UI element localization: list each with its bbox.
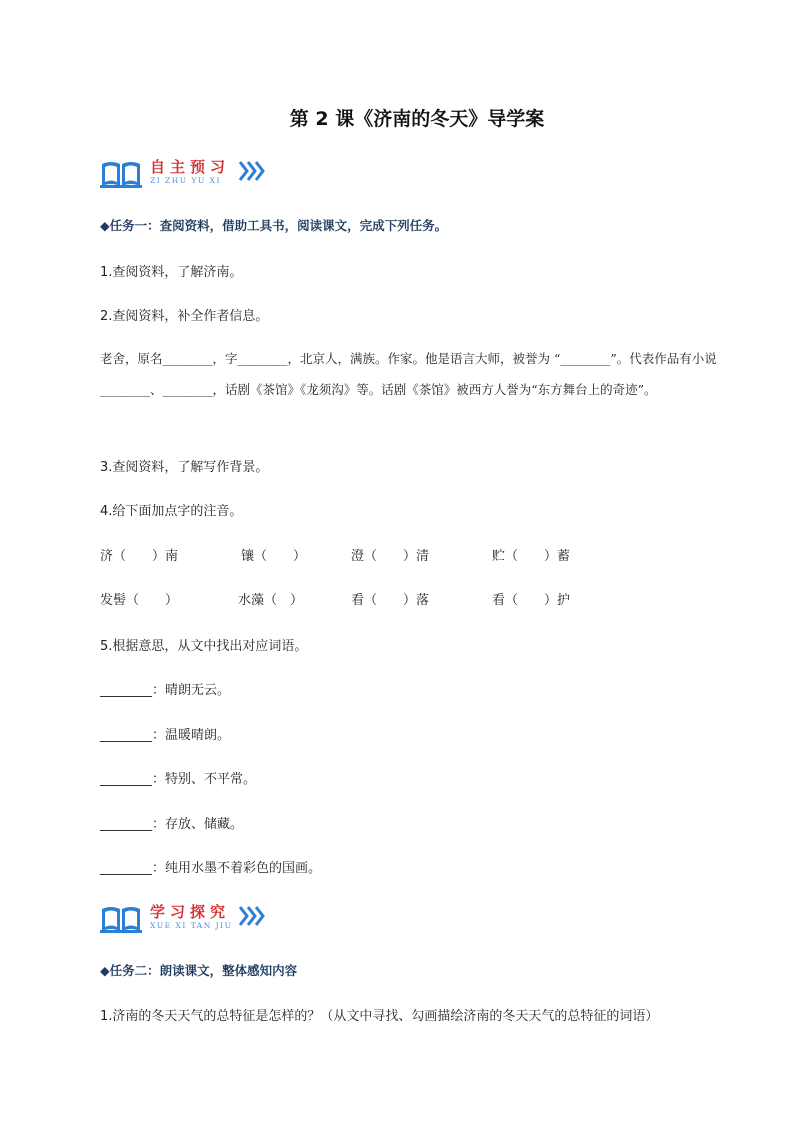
- pinyin-item: 镶（ ）: [241, 549, 307, 564]
- pinyin-item: 水藻（ ）: [238, 593, 304, 608]
- pinyin-item: 看（ ）护: [492, 593, 571, 608]
- question-5: 5.根据意思，从文中找出对应词语。: [100, 639, 308, 654]
- open-book-icon: [100, 156, 142, 188]
- task-two-question-1: 1.济南的冬天天气的总特征是怎样的？（从文中寻找、勾画描绘济南的冬天天气的总特征的词语）: [100, 1009, 659, 1024]
- task-two-heading: ◆任务二：朗读课文，整体感知内容: [100, 963, 298, 978]
- section-title: 学习探究: [150, 903, 231, 921]
- section-header-explore: [100, 901, 320, 935]
- open-book-icon: [100, 901, 142, 933]
- pinyin-item: 澄（ ）清: [351, 549, 430, 564]
- definition-line: ________：特别、不平常。: [100, 772, 257, 787]
- pinyin-item: 济（ ）南: [100, 549, 179, 564]
- pinyin-item: 发髻（ ）: [100, 593, 179, 608]
- definition-line: ________：晴朗无云。: [100, 683, 231, 698]
- section-pinyin: ZI ZHU YU XI: [150, 176, 221, 185]
- page-title: 第 2 课《济南的冬天》导学案: [289, 108, 545, 130]
- definition-line: ________：温暖晴朗。: [100, 728, 231, 743]
- question-1: 1.查阅资料，了解济南。: [100, 265, 243, 280]
- question-4: 4.给下面加点字的注音。: [100, 504, 243, 519]
- section-title: 自主预习: [150, 158, 231, 176]
- triple-chevron-icon: [238, 160, 268, 182]
- author-info-paragraph: 老舍，原名________，字________，北京人，满族。作家。他是语言大师，被誉为 “________”。代表作品有小说________、________，话剧《茶馆》《龙须沟》等。话剧《茶馆》被西方人誉为“东方舞台上的奇迹”。: [100, 351, 717, 397]
- definition-line: ________：纯用水墨不着彩色的国画。: [100, 861, 322, 876]
- triple-chevron-icon: [238, 905, 268, 927]
- definition-line: ________：存放、储藏。: [100, 817, 244, 832]
- question-3: 3.查阅资料，了解写作背景。: [100, 460, 269, 475]
- pinyin-item: 看（ ）落: [351, 593, 430, 608]
- section-pinyin: XUE XI TAN JIU: [150, 921, 233, 930]
- question-2: 2.查阅资料，补全作者信息。: [100, 309, 269, 324]
- task-one-heading: ◆任务一：查阅资料，借助工具书，阅读课文，完成下列任务。: [100, 218, 448, 233]
- section-header-preview: [100, 156, 320, 190]
- pinyin-item: 贮（ ）蓄: [492, 549, 571, 564]
